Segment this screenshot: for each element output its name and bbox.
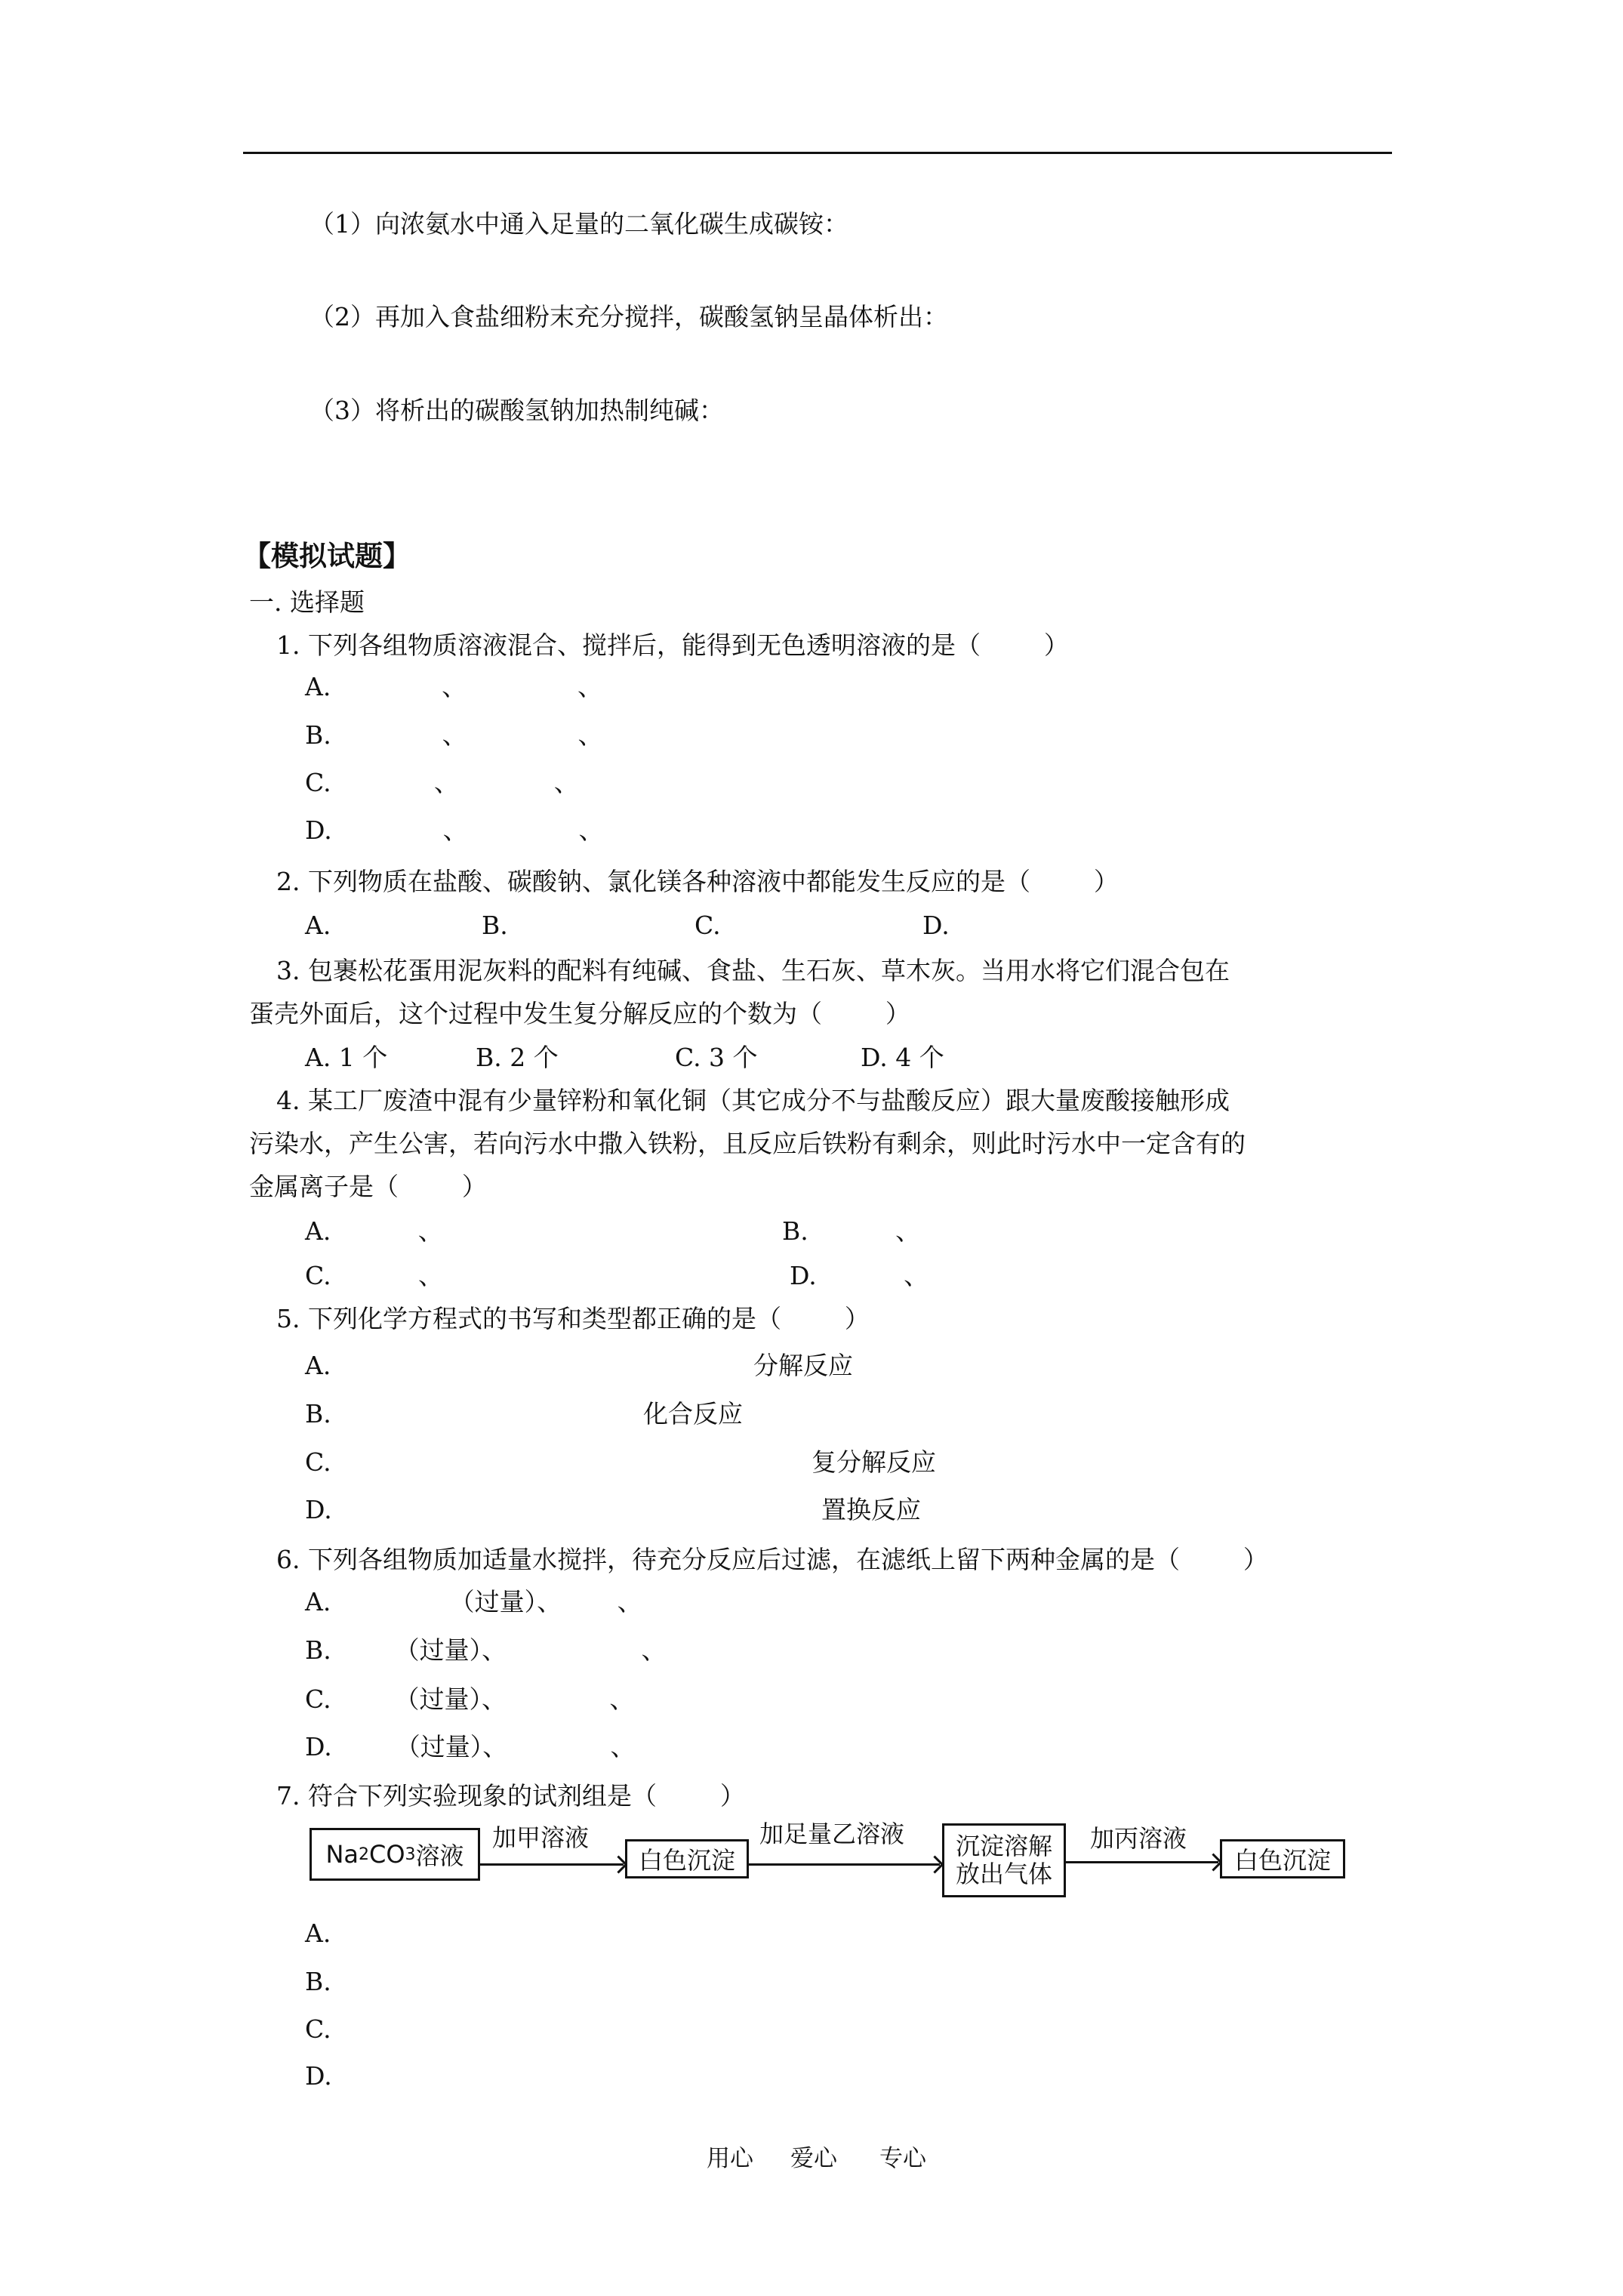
- q7-option-a: A.: [305, 1918, 331, 1948]
- flow-box-3: [942, 1823, 1066, 1897]
- flow-arrow-3: [1066, 1861, 1218, 1863]
- q7-option-b: B.: [305, 1967, 331, 1996]
- flow-start-na: Na: [325, 1840, 359, 1869]
- footer-left: 用心: [707, 2145, 753, 2172]
- q6-option-c: C. （过量）、 、: [305, 1684, 635, 1714]
- flow-arrow1-label: 加甲溶液: [492, 1823, 590, 1852]
- q1-option-d: D. 、 、: [305, 815, 604, 845]
- q1-option-b: B. 、 、: [305, 720, 603, 750]
- q2-option-d: D.: [922, 911, 950, 940]
- q3-stem-line2: 蛋壳外面后，这个过程中发生复分解反应的个数为（ ）: [249, 999, 910, 1028]
- q2-option-a: A.: [305, 911, 331, 940]
- q6-option-b: B. （过量）、 、: [305, 1635, 667, 1665]
- flow-start-co: CO: [369, 1840, 405, 1869]
- q5-option-c: C.: [305, 1447, 331, 1477]
- footer-mid: 爱心: [790, 2145, 837, 2172]
- flow-box-4: 白色沉淀: [1220, 1839, 1345, 1878]
- flow-start-sub1: 2: [359, 1845, 369, 1864]
- q5-type-d: 置换反应: [821, 1495, 921, 1524]
- flow-box-2: 白色沉淀: [625, 1839, 749, 1878]
- flow-arrow3-label: 加丙溶液: [1090, 1824, 1187, 1853]
- q2-option-b: B.: [482, 911, 508, 940]
- q1-stem: 1. 下列各组物质溶液混合、搅拌后，能得到无色透明溶液的是（ ）: [276, 630, 1069, 660]
- q2-option-c: C.: [694, 911, 721, 940]
- q3-option-c: C. 3 个: [675, 1043, 758, 1072]
- section-title: 【模拟试题】: [243, 539, 411, 572]
- q5-option-a: A.: [305, 1351, 331, 1380]
- q1-option-a: A. 、 、: [305, 672, 603, 701]
- intro-step-2: （2）再加入食盐细粉末充分搅拌，碳酸氢钠呈晶体析出：: [310, 302, 948, 331]
- flow-box3-line1: 沉淀溶解: [955, 1832, 1052, 1861]
- intro-step-3: （3）将析出的碳酸氢钠加热制纯碱：: [310, 396, 724, 425]
- q5-option-b: B.: [305, 1399, 331, 1428]
- flow-box3-line2: 放出气体: [955, 1860, 1052, 1888]
- q3-stem-line1: 3. 包裹松花蛋用泥灰料的配料有纯碱、食盐、生石灰、草木灰。当用水将它们混合包在: [276, 956, 1230, 985]
- q4-option-b: B. 、: [782, 1216, 921, 1246]
- q5-type-a: 分解反应: [753, 1351, 853, 1380]
- q4-option-a: A. 、: [305, 1216, 443, 1246]
- q2-stem: 2. 下列物质在盐酸、碳酸钠、氯化镁各种溶液中都能发生反应的是（ ）: [276, 867, 1119, 896]
- flow-start-solution: 溶液: [415, 1841, 464, 1870]
- q7-option-c: C.: [305, 2014, 331, 2044]
- flow-arrow-2: [749, 1863, 940, 1866]
- section-subtitle: 一. 选择题: [249, 587, 365, 617]
- header-rule: [243, 152, 1392, 154]
- q6-option-a: A. （过量）、 、: [305, 1587, 642, 1616]
- q3-option-d: D. 4 个: [861, 1043, 944, 1072]
- q4-stem-line2: 污染水，产生公害，若向污水中撒入铁粉，且反应后铁粉有剩余，则此时污水中一定含有的: [249, 1129, 1246, 1158]
- q4-stem-line3: 金属离子是（ ）: [249, 1172, 487, 1201]
- flow-arrow2-label: 加足量乙溶液: [759, 1820, 905, 1848]
- q4-option-c: C. 、: [305, 1261, 443, 1290]
- q6-option-d: D. （过量）、 、: [305, 1732, 636, 1761]
- q5-option-d: D.: [305, 1495, 332, 1524]
- q1-option-c: C. 、 、: [305, 768, 579, 797]
- flow-start-box: [310, 1828, 480, 1881]
- q3-option-b: B. 2 个: [476, 1043, 559, 1072]
- q4-stem-line1: 4. 某工厂废渣中混有少量锌粉和氧化铜（其它成分不与盐酸反应）跟大量废酸接触形成: [276, 1086, 1230, 1115]
- q5-type-b: 化合反应: [643, 1399, 743, 1428]
- intro-step-1: （1）向浓氨水中通入足量的二氧化碳生成碳铵：: [310, 209, 848, 239]
- q6-stem: 6. 下列各组物质加适量水搅拌，待充分反应后过滤，在滤纸上留下两种金属的是（ ）: [276, 1545, 1268, 1574]
- q7-stem: 7. 符合下列实验现象的试剂组是（ ）: [276, 1781, 745, 1811]
- flow-arrow-1: [480, 1863, 624, 1866]
- q3-option-a: A. 1 个: [305, 1043, 388, 1072]
- q7-option-d: D.: [305, 2061, 332, 2091]
- flow-start-sub2: 3: [405, 1845, 416, 1864]
- q4-option-d: D. 、: [790, 1261, 929, 1290]
- q5-stem: 5. 下列化学方程式的书写和类型都正确的是（ ）: [276, 1304, 870, 1333]
- footer-right: 专心: [879, 2145, 926, 2172]
- q5-type-c: 复分解反应: [812, 1447, 936, 1477]
